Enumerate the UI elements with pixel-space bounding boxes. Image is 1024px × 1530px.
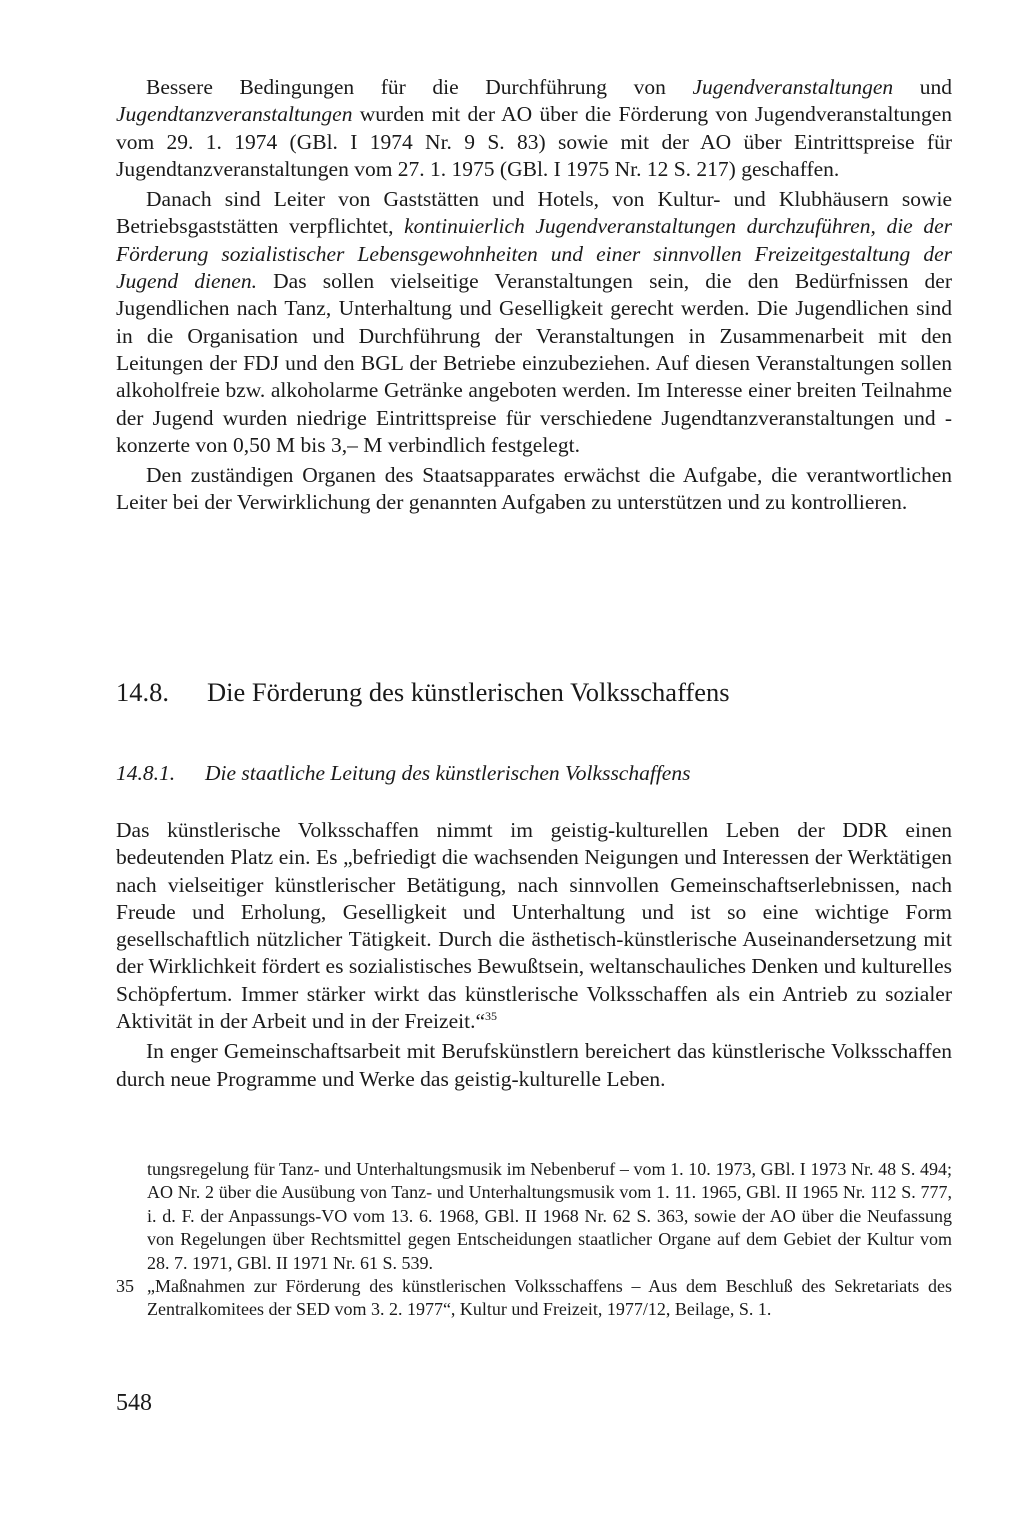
footnote-number: 35 — [116, 1276, 134, 1297]
lower-text-block — [116, 817, 952, 1093]
subsection-number: 14.8.1. — [116, 761, 176, 785]
emphasis-text: Jugendveranstaltungen — [692, 75, 894, 99]
subsection-heading — [116, 759, 690, 787]
section-number: 14.8. — [116, 677, 169, 707]
paragraph-youth-events — [116, 74, 952, 183]
paragraph-collaboration: In enger Gemeinschaftsarbeit mit Berufskünstlern bereichert das künstlerische Volksschaffen durch neue Programme und Werke das geistig-kulturelle Leben. — [116, 1039, 952, 1091]
footnote-reference[interactable]: 35 — [485, 1008, 497, 1023]
section-title: Die Förderung des künstlerischen Volksschaffens — [207, 677, 730, 707]
text-run: wurden mit der AO über die Förderung von Jugendveranstaltungen vom 29. 1. 1974 (GBl. I 1974 Nr. 9 S. 83) sowie mit der AO über Eintrittspreise für Jugendtanzveranstaltungen vom 27. 1. 1975 (GBl. I 1975 Nr. 12 S. 217) geschaffen. — [116, 102, 952, 181]
text-run: Das sollen vielseitige Veranstaltungen sein, die den Bedürfnissen der Jugendlichen nach Tanz, Unterhaltung und Geselligkeit gerecht werden. Die Jugendlichen sind in die Organisation und Durchführung der Veranstaltungen in Zusammenarbeit mit den Leitungen der FDJ und den BGL der Betriebe einzubeziehen. Auf diesen Veranstaltungen sollen alkoholfreie bzw. alkoholarme Getränke angeboten werden. Im Interesse einer breiten Teilnahme der Jugend wurden niedrige Eintrittspreise für verschiedene Jugendtanzveranstaltungen und -konzerte von 0,50 M bis 3,– M verbindlich festgelegt. — [116, 269, 952, 457]
footnote-continuation: tungsregelung für Tanz- und Unterhaltungsmusik im Nebenberuf – vom 1. 10. 1973, GBl. I 1973 Nr. 48 S. 494; AO Nr. 2 über die Ausübung von Tanz- und Unterhaltungsmusik vom 1. 11. 1965, GBl. II 1965 Nr. 112 S. 777, i. d. F. der Anpassungs-VO vom 13. 6. 1968, GBl. II 1968 Nr. 62 S. 363, sowie der AO über die Neufassung von Regelungen über Rechtsmittel gegen Entscheidungen staatlicher Organe auf dem Gebiet der Kultur vom 28. 7. 1971, GBl. II 1971 Nr. 61 S. 539. — [147, 1159, 952, 1273]
text-run: Das künstlerische Volksschaffen nimmt im geistig-kulturellen Leben der DDR einen bedeutenden Platz ein. Es „befriedigt die wachsenden Neigungen und Interessen der Werktätigen nach vielseitiger künstlerischer Betätigung, nach sinnvollen Gemeinschaftserlebnissen, nach Freude und Erholung, Geselligkeit und Unterhaltung und ist so eine wichtige Form gesellschaftlich nützlicher Tätigkeit. Durch die ästhetisch-künstlerische Auseinandersetzung mit der Wirklichkeit fördert es sozialistisches Bewußtsein, weltanschauliches Denken und kulturelles Schöpfertum. Immer stärker wirkt das künstlerische Volksschaffen als ein Antrieb zu sozialer Aktivität in der Arbeit und in der Freizeit.“ — [116, 818, 952, 1034]
text-run: Danach sind Leiter von Gaststätten und Hotels, von Kultur- und Klubhäusern sowie Betriebsgaststätten verpflichtet, — [116, 187, 952, 239]
subsection-title: Die staatliche Leitung des künstlerischen Volksschaffens — [205, 761, 691, 785]
footnote-item — [116, 1275, 952, 1322]
page-number: 548 — [116, 1390, 152, 1416]
paragraph-folk-art — [116, 817, 952, 1035]
text-run: und — [893, 75, 952, 99]
emphasis-text: Jugendtanzveranstaltungen — [116, 102, 353, 127]
footnote-text: „Maßnahmen zur Förderung des künstlerischen Volksschaffens – Aus dem Beschluß des Sekretariats des Zentralkomitees der SED vom 3. 2. 1977“, Kultur und Freizeit, 1977/12, Beilage, S. 1. — [147, 1276, 952, 1320]
paragraph-obligations — [116, 186, 952, 459]
text-run: Bessere Bedingungen für die Durchführung von — [146, 75, 693, 99]
paragraph-state-organs: Den zuständigen Organen des Staatsapparates erwächst die Aufgabe, die verantwortlichen Leiter bei der Verwirklichung der genannten Aufgaben zu unterstützen und zu kontrollieren. — [116, 463, 952, 515]
footnotes — [116, 1158, 952, 1322]
section-heading — [116, 675, 730, 709]
upper-text-block — [116, 74, 952, 517]
emphasis-text: kontinuierlich Jugendveranstaltungen durchzuführen, die der Förderung sozialistischer Lebensgewohnheiten und einer sinnvollen Freizeitgestaltung der Jugend dienen. — [116, 214, 952, 294]
